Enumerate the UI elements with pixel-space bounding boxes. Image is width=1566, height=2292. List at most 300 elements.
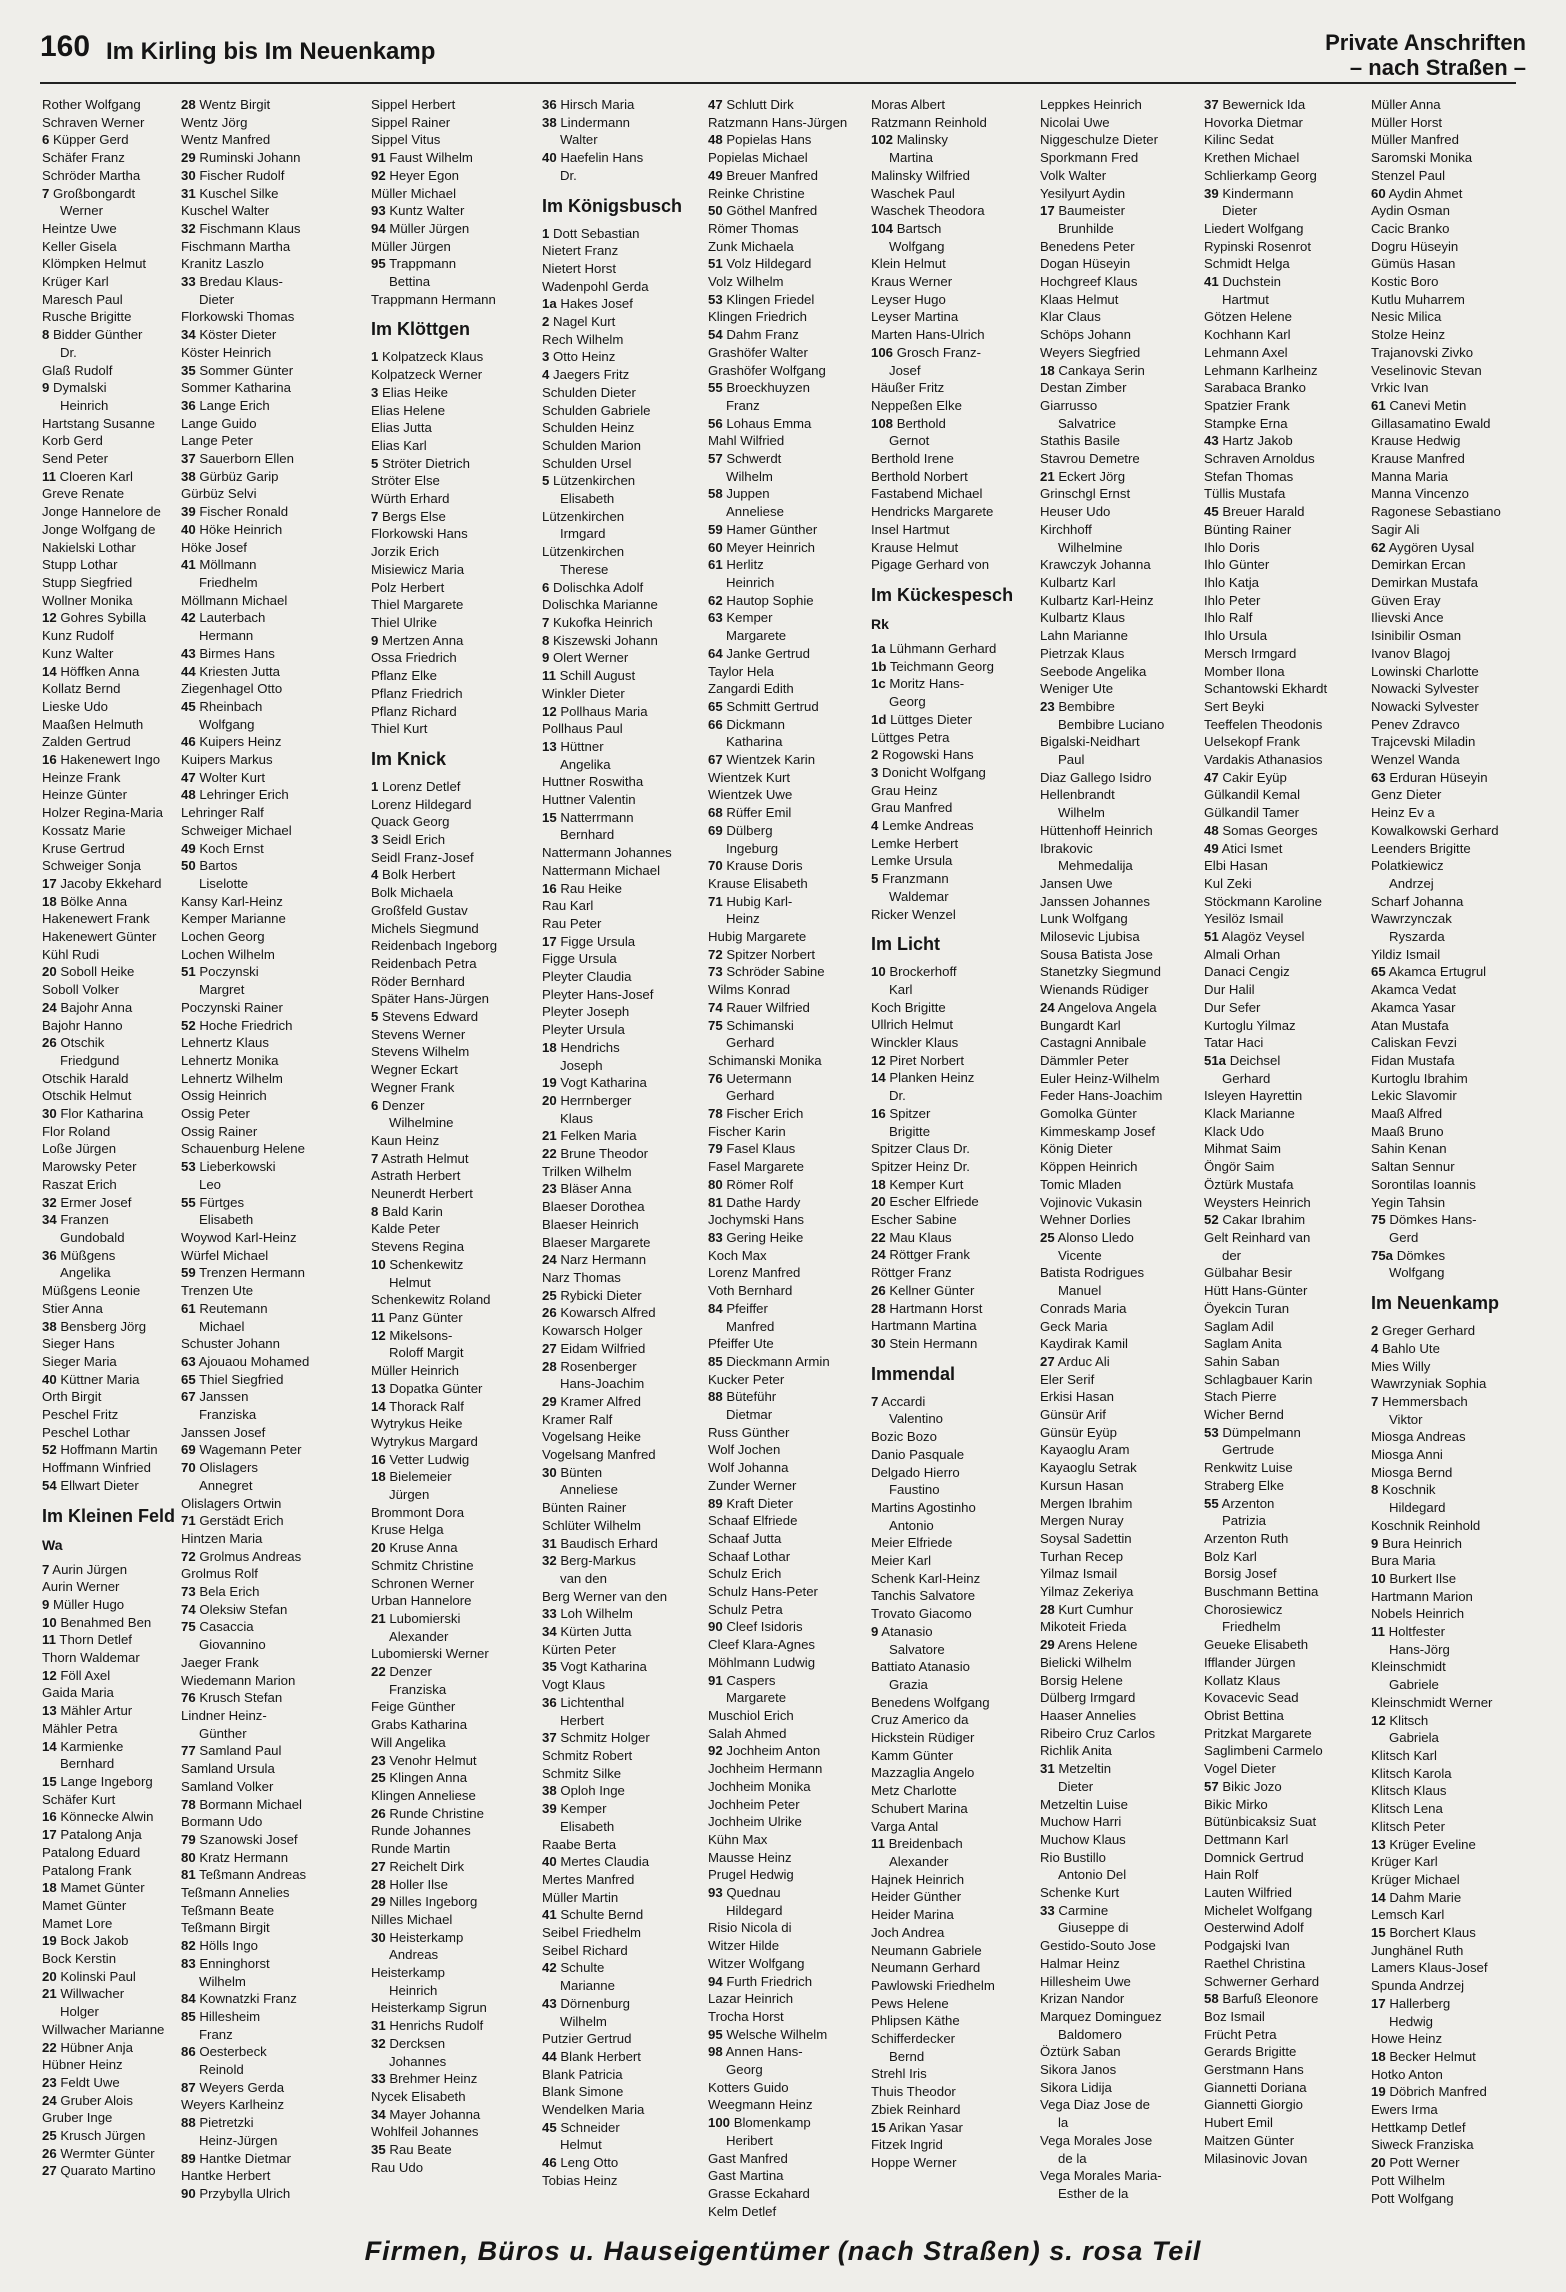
resident-entry (42, 627, 179, 645)
house-number: 44 (181, 663, 196, 679)
house-number: 37 (542, 1730, 557, 1746)
house-number: 27 (42, 2163, 57, 2179)
resident-entry (1371, 2119, 1532, 2137)
resident-entry (42, 2145, 179, 2163)
resident-entry (1204, 592, 1369, 610)
resident-entry (371, 455, 540, 473)
resident-name: Trocha Horst (708, 2008, 784, 2024)
resident-name: Miosga Andreas (1371, 1429, 1466, 1445)
resident-entry (181, 2185, 369, 2203)
resident-entry (1371, 1623, 1532, 1641)
resident-name: Elias Jutta (371, 420, 432, 436)
resident-name: Martins Agostinho (871, 1499, 976, 1515)
resident-entry (708, 786, 869, 804)
resident-entry (542, 880, 706, 898)
resident-entry (871, 1605, 1038, 1623)
resident-name: Bembibre Luciano (1058, 716, 1165, 732)
resident-name: Huttner Valentin (542, 792, 636, 808)
resident-entry-continuation (871, 238, 1038, 256)
resident-entry (42, 255, 179, 273)
resident-name: Fischmann Klaus (199, 220, 301, 236)
resident-name: Schlierkamp Georg (1204, 167, 1317, 183)
resident-name: Borsig Helene (1040, 1672, 1123, 1688)
resident-name: Mikelsons- (389, 1327, 453, 1343)
house-number: 23 (42, 2074, 57, 2090)
resident-name: Stupp Lothar (42, 557, 118, 573)
house-number: 52 (181, 1017, 196, 1033)
resident-name: Öyekcin Turan (1204, 1300, 1290, 1316)
resident-name: Wohlfeil Johannes (371, 2124, 479, 2140)
resident-name: Bajohr Anna (60, 999, 133, 1015)
resident-entry (871, 729, 1038, 747)
resident-entry (42, 910, 179, 928)
resident-name: Zangardi Edith (708, 681, 794, 697)
resident-name: Hoffmann Winfried (42, 1460, 151, 1476)
resident-name: Annegret (199, 1477, 253, 1493)
resident-name: Leyser Martina (871, 309, 959, 325)
resident-entry (542, 1234, 706, 1252)
resident-entry-continuation (708, 1318, 869, 1336)
resident-name: Malinsky Wilfried (871, 167, 970, 183)
resident-name: Hickstein Rüdiger (871, 1730, 975, 1746)
house-number: 89 (708, 1495, 723, 1511)
house-number: 42 (542, 1960, 557, 1976)
resident-entry (1040, 893, 1202, 911)
resident-entry (181, 1990, 369, 2008)
resident-name: Reidenbach Petra (371, 955, 477, 971)
resident-entry (542, 1499, 706, 1517)
resident-entry (42, 114, 179, 132)
resident-entry (371, 1557, 540, 1575)
resident-entry (1371, 238, 1532, 256)
resident-entry (1204, 1654, 1369, 1672)
resident-name: Rybicki Dieter (560, 1287, 642, 1303)
resident-entry (871, 1782, 1038, 1800)
resident-name: Lorenz Manfred (708, 1265, 801, 1281)
resident-entry (371, 1291, 540, 1309)
resident-name: Mähler Petra (42, 1720, 118, 1736)
resident-entry (371, 1575, 540, 1593)
resident-name: Gillasamatino Ewald (1371, 415, 1491, 431)
resident-name: Teichmann Georg (889, 658, 994, 674)
resident-entry (371, 1929, 540, 1947)
resident-name: Jonge Hannelore de (42, 504, 161, 520)
resident-name: Metzeltin (1058, 1761, 1112, 1777)
resident-name: Kochhann Karl (1204, 327, 1291, 343)
house-number: 40 (42, 1371, 57, 1387)
resident-entry (181, 1530, 369, 1548)
resident-entry (1204, 928, 1369, 946)
resident-entry (708, 1990, 869, 2008)
resident-name: Kemper Kurt (889, 1176, 964, 1192)
resident-entry (371, 1840, 540, 1858)
resident-name: Stampke Erna (1204, 415, 1288, 431)
resident-entry (1040, 2096, 1202, 2114)
resident-name: Helmut (389, 1274, 431, 1290)
resident-entry (1204, 1796, 1369, 1814)
house-number: 7 (1371, 1393, 1379, 1409)
resident-name: Mertzen Anna (382, 632, 464, 648)
resident-entry (708, 1919, 869, 1937)
house-number: 18 (542, 1039, 557, 1055)
resident-entry-continuation (371, 1344, 540, 1362)
resident-entry (1204, 1229, 1369, 1247)
resident-name: Gering Heike (726, 1230, 804, 1245)
resident-name: Risio Nicola di (708, 1920, 792, 1936)
resident-entry (708, 1760, 869, 1778)
house-number: 38 (42, 1318, 57, 1334)
resident-name: Lehnertz Wilhelm (181, 1070, 283, 1086)
resident-entry (1204, 769, 1369, 787)
resident-name: Poczynski (199, 964, 259, 980)
resident-name: Kovacevic Sead (1204, 1690, 1299, 1706)
resident-name: Maitzen Günter (1204, 2132, 1295, 2148)
resident-name: Dr. (560, 167, 577, 183)
resident-name: Leppkes Heinrich (1040, 97, 1142, 112)
resident-name: Stein Hermann (889, 1336, 978, 1351)
resident-entry (1204, 1495, 1369, 1513)
resident-entry (542, 2048, 706, 2066)
resident-name: Sippel Rainer (371, 114, 451, 130)
house-number: 59 (181, 1265, 196, 1281)
house-number: 1 (371, 349, 379, 365)
house-number: 31 (1040, 1761, 1055, 1777)
resident-entry (871, 131, 1038, 149)
resident-name: Blaeser Margarete (542, 1234, 651, 1250)
resident-entry (871, 379, 1038, 397)
resident-entry (1040, 1849, 1202, 1867)
resident-name: Soboll Volker (42, 982, 119, 998)
resident-entry-continuation (1204, 202, 1369, 220)
resident-entry (542, 1535, 706, 1553)
resident-entry (1040, 1441, 1202, 1459)
resident-entry (708, 432, 869, 450)
resident-entry (871, 273, 1038, 291)
resident-entry-continuation (371, 2053, 540, 2071)
resident-entry (542, 2101, 706, 2119)
resident-name: Arduc Ali (1057, 1353, 1110, 1369)
resident-name: Dülberg (726, 822, 773, 838)
resident-entry (1371, 592, 1532, 610)
house-number: 81 (708, 1194, 723, 1210)
house-number: 11 (371, 1310, 385, 1325)
resident-entry (1040, 680, 1202, 698)
resident-entry (708, 1229, 869, 1247)
resident-name: Moras Albert (871, 97, 946, 112)
resident-entry (542, 579, 706, 597)
resident-entry (1040, 167, 1202, 185)
resident-entry (708, 1672, 869, 1690)
resident-entry (1040, 1211, 1202, 1229)
resident-entry (1204, 716, 1369, 734)
resident-name: Bela Erich (199, 1584, 260, 1600)
resident-name: Vicente (1058, 1247, 1102, 1263)
resident-entry (1204, 680, 1369, 698)
resident-entry (1371, 1535, 1532, 1553)
resident-entry (1371, 680, 1532, 698)
resident-entry (371, 1858, 540, 1876)
resident-name: Klitsch Karola (1371, 1765, 1452, 1781)
resident-name: Stupp Siegfried (42, 574, 133, 590)
resident-name: Spitzer Heinz Dr. (871, 1158, 970, 1174)
resident-name: Kruse Gertrud (42, 840, 125, 856)
resident-name: Stathis Basile (1040, 433, 1120, 449)
resident-entry-continuation (181, 716, 369, 734)
resident-name: Kukofka Heinrich (553, 614, 653, 630)
resident-name: Polatkiewicz (1371, 858, 1444, 874)
house-number: 82 (181, 1938, 196, 1954)
resident-name: Franziska (199, 1407, 257, 1423)
house-number: 69 (708, 822, 723, 838)
resident-entry (42, 1335, 179, 1353)
resident-entry (1040, 485, 1202, 503)
resident-entry (1204, 114, 1369, 132)
resident-name: Giarrusso (1040, 397, 1098, 413)
resident-entry (1204, 1477, 1369, 1495)
resident-entry (871, 167, 1038, 185)
house-number: 29 (542, 1393, 557, 1409)
resident-name: Grashöfer Walter (708, 344, 808, 360)
resident-name: Burkert Ilse (1389, 1570, 1457, 1586)
resident-entry (42, 2074, 179, 2092)
resident-name: Dömkes (1396, 1247, 1446, 1263)
resident-entry-continuation (1371, 1229, 1532, 1247)
resident-entry (542, 1906, 706, 1924)
resident-entry (42, 185, 179, 203)
resident-name: Raethel Christina (1204, 1955, 1306, 1971)
resident-entry (1040, 1353, 1202, 1371)
house-number: 9 (42, 1596, 50, 1612)
resident-name: Günsür Eyüp (1040, 1424, 1117, 1440)
resident-name: Mausse Heinz (708, 1849, 792, 1865)
resident-entry (708, 1300, 869, 1318)
house-number: 14 (42, 663, 57, 679)
resident-name: Hakenewert Frank (42, 911, 150, 927)
resident-entry (42, 1388, 179, 1406)
resident-entry (1204, 946, 1369, 964)
resident-name: Müller Jürgen (371, 238, 451, 254)
resident-name: Wegner Eckart (371, 1062, 458, 1078)
resident-entry-continuation (871, 1517, 1038, 1535)
house-number: 1d (871, 711, 887, 727)
resident-entry (1040, 1424, 1202, 1442)
resident-entry (181, 1742, 369, 1760)
resident-name: Esther de la (1058, 2185, 1129, 2201)
resident-entry (708, 521, 869, 539)
resident-name: Elisabeth (560, 1818, 615, 1834)
resident-name: Panz Günter (388, 1310, 463, 1325)
resident-entry (181, 1335, 369, 1353)
resident-entry (42, 698, 179, 716)
resident-entry (371, 1079, 540, 1097)
resident-name: Penev Zdravco (1371, 716, 1460, 732)
resident-entry (1204, 326, 1369, 344)
resident-name: Hirsch Maria (560, 97, 635, 112)
resident-entry (1371, 1605, 1532, 1623)
house-number: 12 (542, 703, 557, 719)
resident-name: Heisterkamp Sigrun (371, 2000, 487, 2016)
resident-entry-continuation (371, 1681, 540, 1699)
resident-entry (1204, 238, 1369, 256)
resident-entry (371, 1043, 540, 1061)
resident-name: Henrichs Rudolf (389, 2018, 484, 2034)
resident-name: Müller Jürgen (389, 220, 470, 236)
resident-entry (1371, 1570, 1532, 1588)
resident-name: Mies Willy (1371, 1358, 1431, 1374)
resident-entry-continuation (371, 273, 540, 291)
resident-name: Cacic Branko (1371, 220, 1450, 236)
resident-name: Schenkewitz Roland (371, 1292, 491, 1308)
resident-name: Bolz Karl (1204, 1548, 1257, 1564)
resident-name: Ilievski Ance (1371, 610, 1444, 626)
resident-name: Salvatore (889, 1641, 945, 1657)
resident-name: Gelt Reinhard van (1204, 1230, 1311, 1245)
resident-name: Hajnek Heinrich (871, 1871, 965, 1887)
resident-name: Wienands Rüdiger (1040, 982, 1149, 998)
resident-entry (1371, 326, 1532, 344)
resident-entry-continuation (1204, 1441, 1369, 1459)
resident-name: Brune Theodor (560, 1146, 649, 1162)
house-number: 16 (371, 1451, 386, 1467)
resident-name: Seibel Richard (542, 1942, 628, 1958)
resident-name: Leo (199, 1176, 222, 1192)
resident-entry (871, 1052, 1038, 1070)
resident-name: Rau Peter (542, 915, 602, 931)
resident-name: Bölke Anna (60, 893, 128, 909)
resident-entry (542, 1198, 706, 1216)
resident-entry (708, 893, 869, 911)
resident-name: Escher Sabine (871, 1212, 957, 1228)
resident-name: Höke Heinrich (199, 521, 283, 537)
house-number: 84 (708, 1300, 723, 1316)
house-number: 18 (1040, 362, 1055, 378)
resident-entry (371, 831, 540, 849)
resident-name: Blank Herbert (560, 2048, 641, 2064)
resident-entry (708, 769, 869, 787)
house-number: 58 (708, 486, 723, 502)
resident-name: Flor Roland (42, 1123, 111, 1139)
resident-name: Glaß Rudolf (42, 362, 113, 378)
resident-name: Alexander (889, 1853, 949, 1869)
resident-name: Diaz Gallego Isidro (1040, 769, 1152, 785)
resident-entry (1204, 1973, 1369, 1991)
resident-entry (371, 1203, 540, 1221)
resident-entry (42, 1738, 179, 1756)
resident-entry (542, 1959, 706, 1977)
resident-entry (708, 415, 869, 433)
resident-name: Liselotte (199, 875, 249, 891)
house-number: 9 (371, 632, 379, 648)
resident-name: Seidl Erich (382, 832, 446, 848)
resident-entry (1371, 1123, 1532, 1141)
resident-name: Bielemeier (389, 1469, 452, 1485)
resident-name: Hoche Friedrich (199, 1017, 293, 1033)
resident-entry (181, 663, 369, 681)
resident-entry (1204, 2096, 1369, 2114)
resident-entry (708, 1264, 869, 1282)
resident-entry (181, 1229, 369, 1247)
resident-name: Korb Gerd (42, 433, 103, 449)
resident-name: Mayer Johanna (389, 2106, 481, 2122)
resident-name: Uetermann (726, 1070, 792, 1086)
resident-name: Schraven Werner (42, 114, 145, 130)
resident-name: Elisabeth (199, 1212, 254, 1228)
resident-entry (708, 2114, 869, 2132)
resident-name: Mergen Nuray (1040, 1513, 1124, 1529)
resident-name: Yesilöz Ismail (1204, 911, 1284, 927)
resident-entry (708, 291, 869, 309)
resident-entry (708, 716, 869, 734)
resident-name: Faust Wilhelm (389, 150, 473, 166)
resident-entry-continuation (708, 840, 869, 858)
resident-entry (708, 1937, 869, 1955)
house-number: 10 (1371, 1570, 1386, 1586)
resident-name: Kolinski Paul (60, 1968, 136, 1984)
resident-name: Straberg Elke (1204, 1477, 1284, 1493)
resident-entry-continuation (542, 561, 706, 579)
resident-name: Blank Simone (542, 2084, 624, 2100)
resident-name: Dathe Hardy (726, 1194, 801, 1210)
house-number: 20 (371, 1540, 386, 1556)
house-number: 26 (542, 1305, 557, 1321)
resident-entry (871, 1906, 1038, 1924)
house-number: 49 (708, 167, 723, 183)
resident-entry (371, 490, 540, 508)
resident-name: Müller Anna (1371, 97, 1441, 112)
resident-entry (1204, 645, 1369, 663)
resident-name: Strehl Iris (871, 2066, 927, 2082)
resident-name: Gabriela (1389, 1730, 1439, 1746)
resident-entry (1204, 1565, 1369, 1583)
resident-name: Pawlowski Friedhelm (871, 1977, 995, 1993)
house-number: 30 (371, 1929, 386, 1945)
resident-name: Schweiger Michael (181, 822, 292, 838)
resident-name: Liedert Wolfgang (1204, 220, 1304, 236)
house-number: 63 (181, 1353, 196, 1369)
house-number: 48 (181, 787, 196, 803)
resident-name: Hübner Anja (60, 2039, 133, 2055)
house-number: 19 (1371, 2084, 1386, 2100)
resident-entry (1204, 185, 1369, 203)
resident-name: Blomenkamp (733, 2115, 811, 2131)
resident-name: Peschel Fritz (42, 1407, 119, 1423)
house-number: 90 (181, 2185, 196, 2201)
resident-name: Häußer Fritz (871, 380, 945, 396)
resident-entry (42, 149, 179, 167)
house-number: 55 (708, 380, 723, 396)
house-number: 28 (1040, 1601, 1055, 1617)
resident-name: Thorack Ralf (389, 1398, 464, 1414)
resident-entry (1040, 1318, 1202, 1336)
resident-entry (371, 1805, 540, 1823)
resident-name: Narz Thomas (542, 1270, 621, 1285)
resident-name: Nobels Heinrich (1371, 1606, 1465, 1622)
resident-name: Geueke Elisabeth (1204, 1637, 1309, 1653)
resident-entry-continuation (1204, 1618, 1369, 1636)
resident-name: Herrnberger (560, 1092, 632, 1108)
house-number: 24 (1040, 999, 1055, 1015)
resident-entry (42, 1477, 179, 1495)
resident-entry (1040, 1813, 1202, 1831)
resident-entry (1040, 609, 1202, 627)
resident-name: Anneliese (560, 1482, 618, 1498)
resident-name: Send Peter (42, 451, 108, 467)
resident-entry-continuation (871, 1853, 1038, 1871)
resident-name: Lange Guido (181, 415, 257, 431)
resident-name: Schimanski (726, 1017, 794, 1033)
resident-entry (371, 1061, 540, 1079)
resident-name: Giannetti Giorgio (1204, 2097, 1303, 2113)
